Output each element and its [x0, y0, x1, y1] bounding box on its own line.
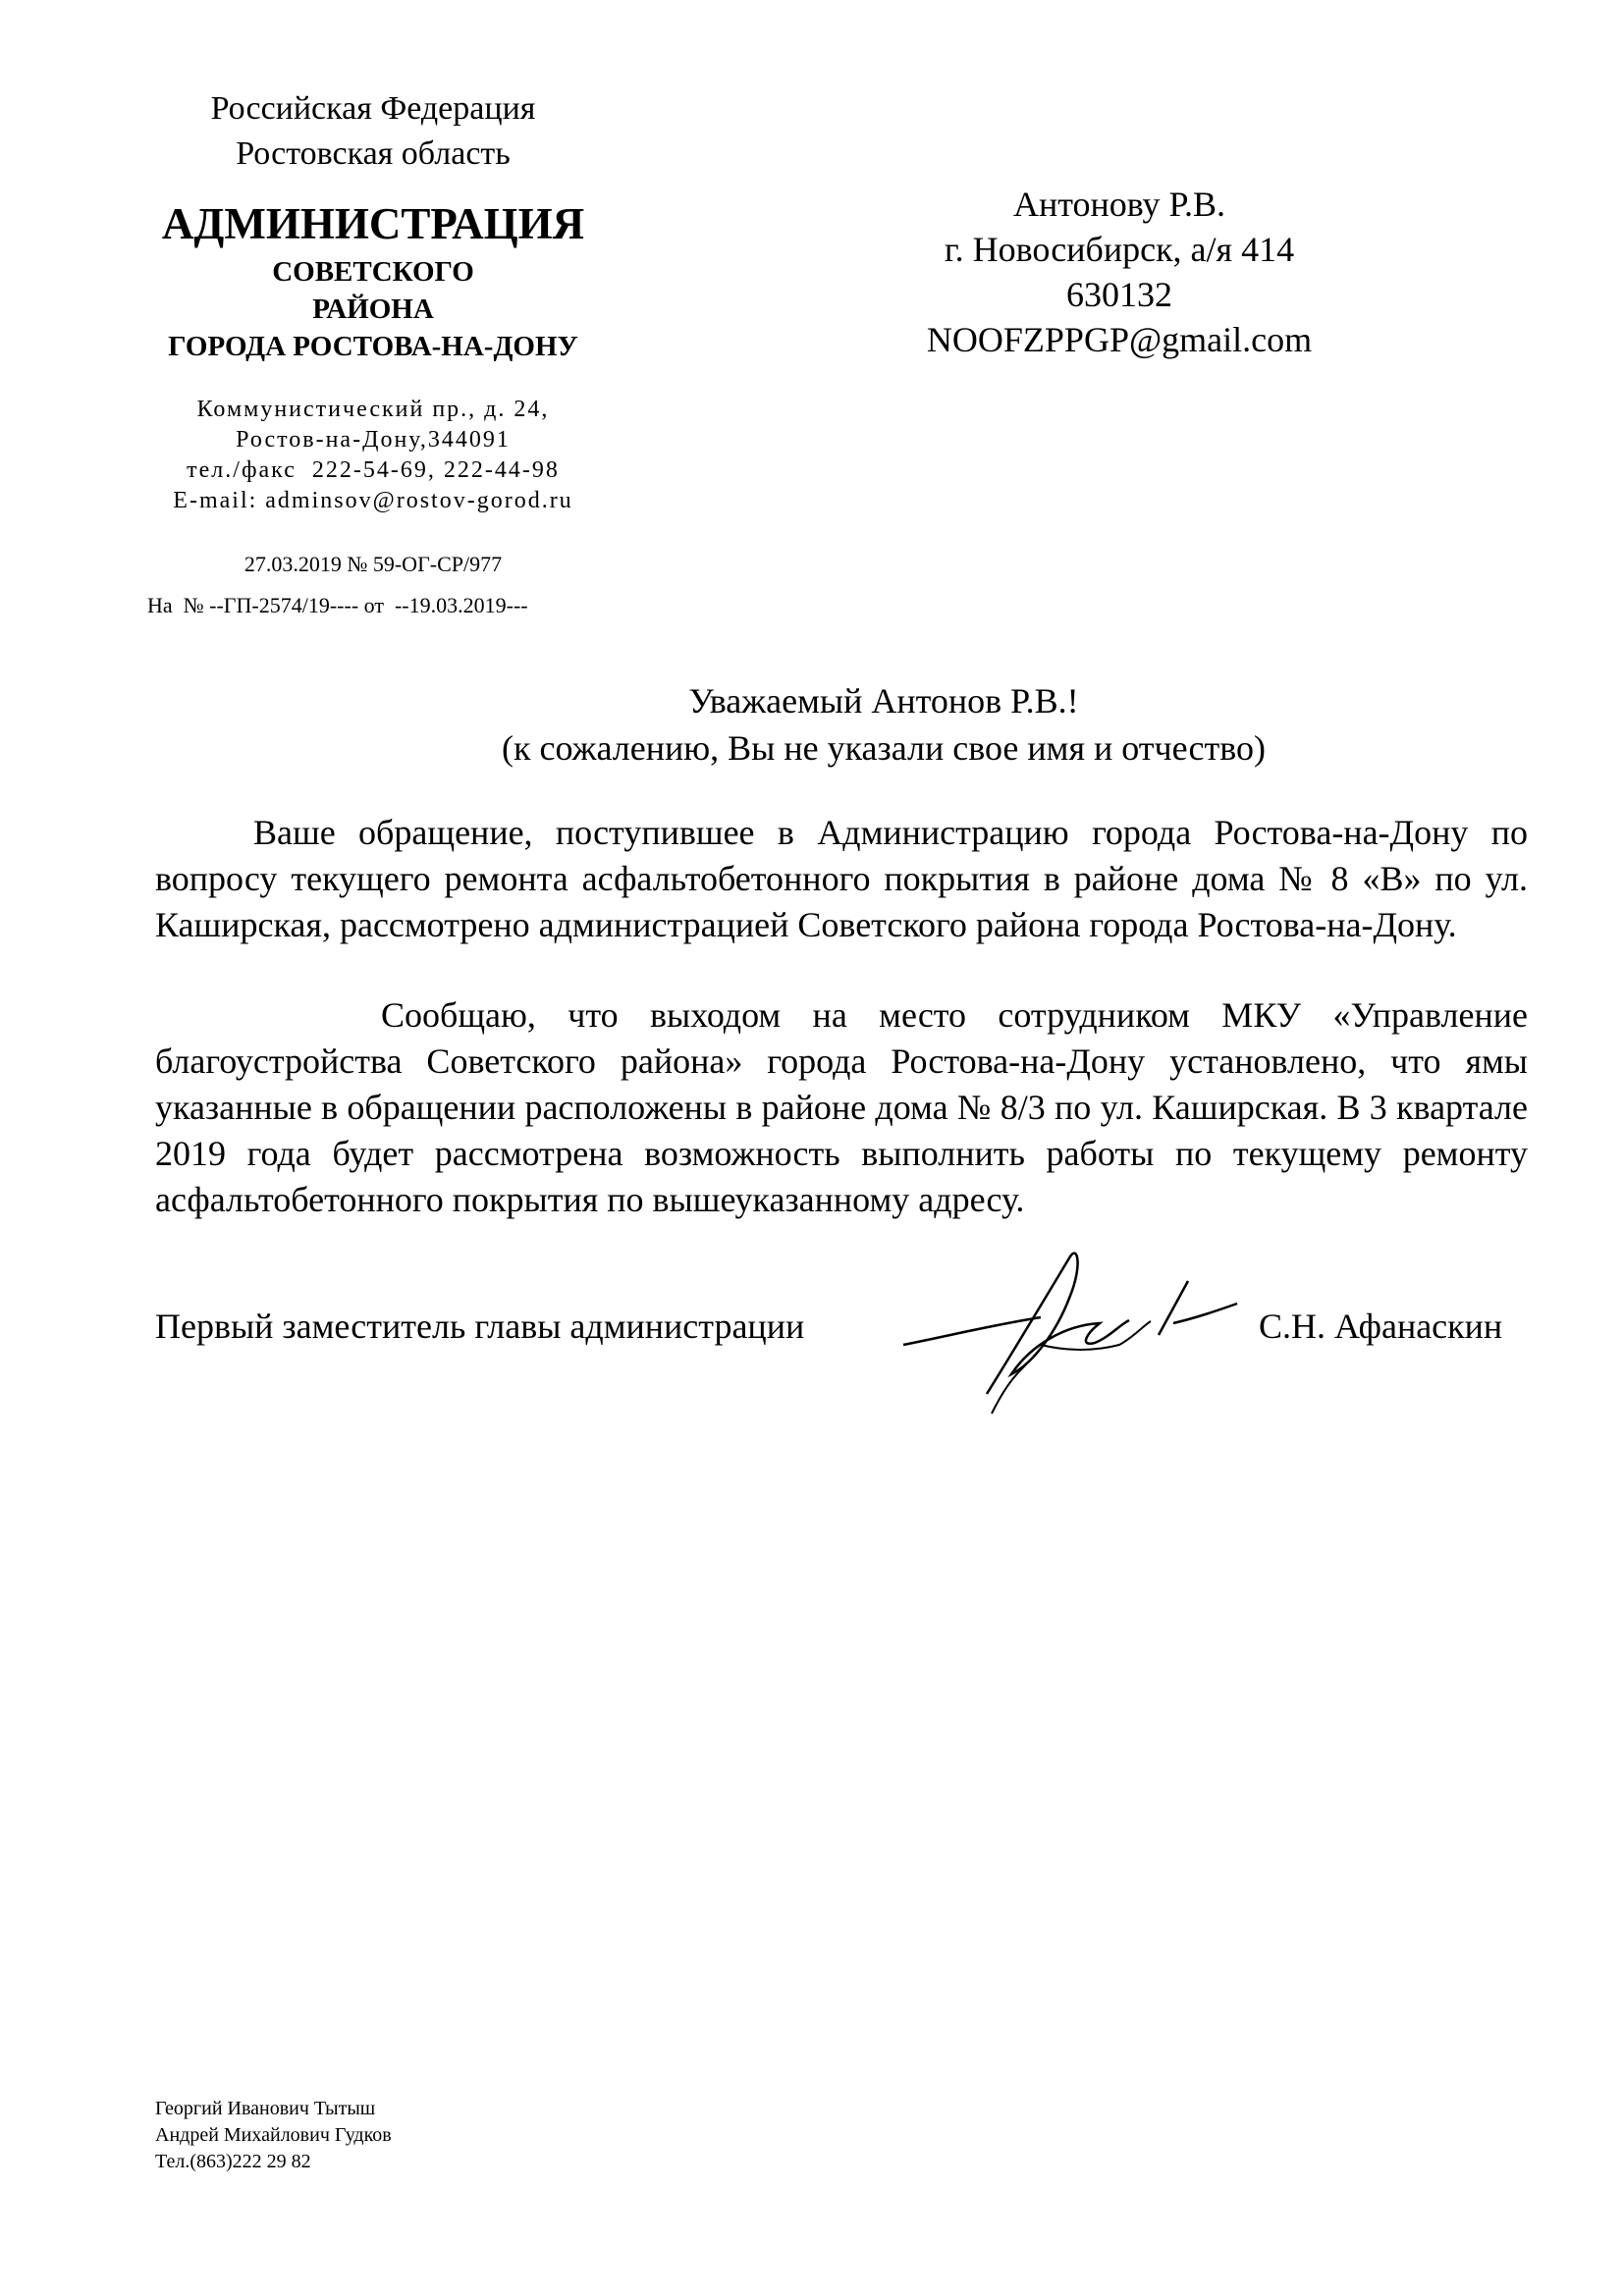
sender-address-block	[118, 395, 628, 516]
recipient-block	[864, 182, 1375, 362]
body-paragraph-2	[155, 992, 1528, 1223]
paragraph-1-text: Ваше обращение, поступившее в Администрацию города Ростова-на-Дону по вопросу текущего ремонта асфальтобетонного покрытия в районе дома № 8 «В» по ул. Каширская, рассмотрено администрацией Советского района города Ростова-на-Дону.	[155, 813, 1528, 944]
admin-title: АДМИНИСТРАЦИЯ	[161, 199, 585, 248]
handwritten-signature	[893, 1227, 1247, 1423]
district-line-1: СОВЕТСКОГО	[272, 256, 474, 288]
greeting-block	[295, 677, 1473, 772]
email-line: E-mail: adminsov@rostov-gorod.ru	[173, 488, 573, 513]
signatory-name: С.Н. Афанаскин	[1259, 1307, 1503, 1346]
incoming-reference: На № --ГП-2574/19---- от --19.03.2019---	[147, 593, 528, 617]
recipient-name: Антонову Р.В.	[1012, 185, 1226, 224]
recipient-email: NOOFZPPGP@gmail.com	[926, 320, 1313, 359]
executor-1: Георгий Иванович Тытыш	[155, 2098, 376, 2119]
address-line-1: Коммунистический пр., д. 24,	[196, 397, 550, 422]
outgoing-reference: 27.03.2019 № 59-ОГ-СР/977	[243, 552, 503, 576]
paragraph-2-text: Сообщаю, что выходом на место сотрудником МКУ «Управление благоустройства Советского района» города Ростова-на-Дону установлено, что ямы указанные в обращении расположены в районе дома № 8/3 по ул. Каширская. В 3 квартале 2019 года будет рассмотрена возможность выполнить работы по текущему ремонту асфальтобетонного покрытия по вышеуказанному адресу.	[155, 995, 1528, 1219]
recipient-postcode: 630132	[1066, 275, 1172, 314]
phone-line: тел./факс 222-54-69, 222-44-98	[187, 457, 560, 483]
executor-block	[155, 2096, 392, 2175]
body-paragraph-1	[155, 810, 1528, 948]
signatory-position: Первый заместитель главы администрации	[155, 1307, 805, 1346]
country-name: Российская Федерация	[210, 90, 536, 127]
salutation-note: (к сожалению, Вы не указали свое имя и отчество)	[502, 728, 1266, 768]
header-country-block	[128, 86, 619, 177]
district-line-2: РАЙОНА	[312, 294, 434, 325]
region-name: Ростовская область	[236, 135, 511, 172]
district-block	[98, 253, 648, 365]
executor-2: Андрей Михайлович Гудков	[155, 2124, 392, 2146]
address-line-2: Ростов-на-Дону,344091	[236, 427, 511, 453]
salutation: Уважаемый Антонов Р.В.!	[688, 681, 1079, 721]
city-line: ГОРОДА РОСТОВА-НА-ДОНУ	[168, 331, 578, 362]
recipient-address: г. Новосибирск, а/я 414	[944, 230, 1295, 269]
executor-phone: Тел.(863)222 29 82	[155, 2151, 311, 2172]
